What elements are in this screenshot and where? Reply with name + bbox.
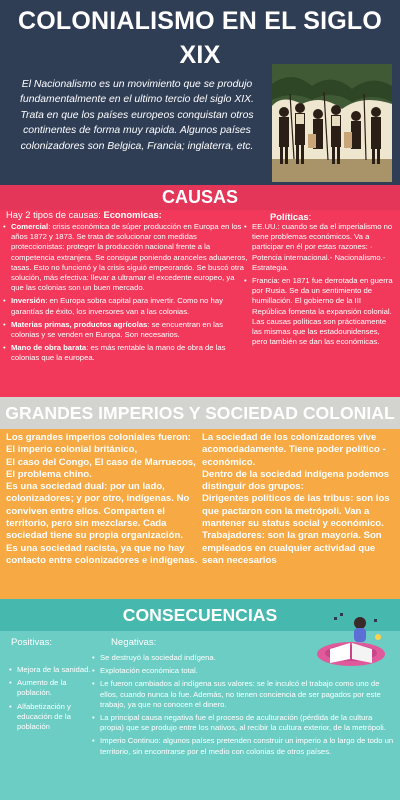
causas-heading: CAUSAS xyxy=(0,185,400,210)
list-item-text: : crisis económica de súper producción en Europa en los años 1872 y 1873. Se trata de solucionar con medidas proteccionistas: proteger la producción nacional frente a la competencia extranjera. Se consigue poniendo aranceles aduaneros, tasas. Esto no funcionó y la crisis siguió empeorando. Se buscó otra solución, más efectiva: llevar a ultramar el excedente europeo, ya que las colonias son un buen mercado. xyxy=(11,222,248,293)
positivas-label: Positivas: xyxy=(11,637,53,648)
politicas-colon: : xyxy=(308,211,312,222)
list-item: • Francia: en 1871 fue derrotada en guerra por Rusia. Se da un sentimiento de humillación. El gobierno de la III República fomenta la expansión colonial. Las causas políticas son prácticamente las mismas que las estadounidenses, pero también se dan las económicas. xyxy=(244,276,396,347)
causas-intro xyxy=(6,209,162,220)
list-item-text: : en Europa sobra capital para invertir. Como no hay garantías de éxito, los inversores van a las colonias. xyxy=(11,296,223,316)
list-item-text: : se encuentran en las colonias y se venden en Europa. Son necesarios. xyxy=(11,319,223,340)
reading-person-illustration xyxy=(316,609,386,669)
list-item: • Explotación económica total. xyxy=(92,666,396,676)
list-item xyxy=(3,343,248,363)
imperios-left-column xyxy=(6,432,198,567)
politicas-label: Políticas xyxy=(270,211,309,222)
paragraph: Es una sociedad dual: por un lado, colonizadores; y por otro, indígenas. No conviven entre ellos. Comparten el territorio, pero sin mezclarse. Cada sociedad tiene su propia organización. xyxy=(6,481,190,542)
list-item-text: : es más rentable la mano de obra de las colonias que la europea. xyxy=(11,343,226,363)
imperios-right-column xyxy=(202,432,398,567)
list-item: • Imperio Continuo: algunos países pretenden construir un imperio a lo largo de todo un territorio, sin encontrarse por el medio con colonias de otros países. xyxy=(92,736,396,756)
historical-illustration xyxy=(272,64,392,182)
list-item: • La principal causa negativa fue el proceso de aculturación (pérdida de la cultura propia) que se produjo entre los nativos, al recibir la cultura exterior, de la metrópoli. xyxy=(92,713,396,733)
intro-paragraph: El Nacionalismo es un movimiento que se produjo fundamentalmente en el ultimo tercio del siglo XIX. Trata en que los países europeos conquistan otros continentes de forma muy rapida. Algunos países colonizadores son Belgica, Francia; inglaterra, etc. xyxy=(20,79,254,152)
list-item: • Aumento de la población. xyxy=(9,678,99,698)
negativas-list xyxy=(92,653,396,760)
list-item xyxy=(3,222,248,293)
header-section xyxy=(0,0,400,185)
list-item-title: Materias primas, productos agrícolas xyxy=(11,319,148,329)
imperios-section xyxy=(0,397,400,599)
imperios-heading: GRANDES IMPERIOS Y SOCIEDAD COLONIAL xyxy=(0,397,400,429)
paragraph: El caso del Congo, El caso de Marruecos, El problema chino. xyxy=(6,456,196,480)
list-item: • Le fueron cambiados al indígena sus valores: se le inculcó el trabajo como uno de ellos, cuando nunca lo fue. Además, no tienen conciencia de ser pagados por este trabajo, ya que no conocen el dinero. xyxy=(92,679,396,710)
paragraph: La sociedad de los colonizadores vive acomodadamente. Tiene poder político - económico. xyxy=(202,432,386,468)
list-item: • Alfabetización y educación de la población xyxy=(9,702,99,733)
paragraph: Dirigentes políticos de las tribus: son los que pactaron con la metrópoli. Van a mantener su status social y económico. xyxy=(202,493,390,530)
consecuencias-section xyxy=(0,599,400,800)
consecuencias-heading: CONSECUENCIAS xyxy=(0,599,400,631)
paragraph: Dentro de la sociedad indígena podemos distinguir dos grupos: xyxy=(202,468,390,493)
list-item xyxy=(3,296,248,316)
book-reader-icon xyxy=(316,609,386,669)
paragraph: El imperio colonial británico, xyxy=(6,444,138,456)
paragraph: Es una sociedad racista, ya que no hay contacto entre colonizadores e indígenas. xyxy=(6,542,198,566)
politicas-list xyxy=(244,222,396,350)
economicas-list xyxy=(3,222,248,367)
causas-intro-text: Hay 2 tipos de causas: xyxy=(6,209,104,220)
list-item: • Se destruyó la sociedad indígena. xyxy=(92,653,396,663)
list-item-title: Inversión xyxy=(11,296,46,306)
negativas-label: Negativas: xyxy=(111,637,157,648)
causas-section xyxy=(0,185,400,397)
paragraph: Trabajadores: son la gran mayoría. Son empleados en cualquier actividad que sean necesarios xyxy=(202,530,382,566)
illustration-image xyxy=(272,64,392,182)
list-item: • EE.UU.: cuando se da el imperialismo no tiene problemas económicos. Va a participar en él por estas razones: · Potencia internacional.- Nacionalismo.- Estrategia. xyxy=(244,222,396,273)
page-title: COLONIALISMO EN EL SIGLO XIX xyxy=(17,7,383,69)
politicas-heading xyxy=(270,211,311,222)
positivas-list xyxy=(9,665,99,735)
list-item-title: Comercial xyxy=(11,222,49,231)
list-item-title: Mano de obra barata xyxy=(11,343,87,353)
economicas-label: Economicas: xyxy=(103,209,162,220)
list-item xyxy=(3,320,248,340)
paragraph: Los grandes imperios coloniales fueron: xyxy=(6,432,191,443)
list-item: • Mejora de la sanidad. xyxy=(9,665,99,675)
